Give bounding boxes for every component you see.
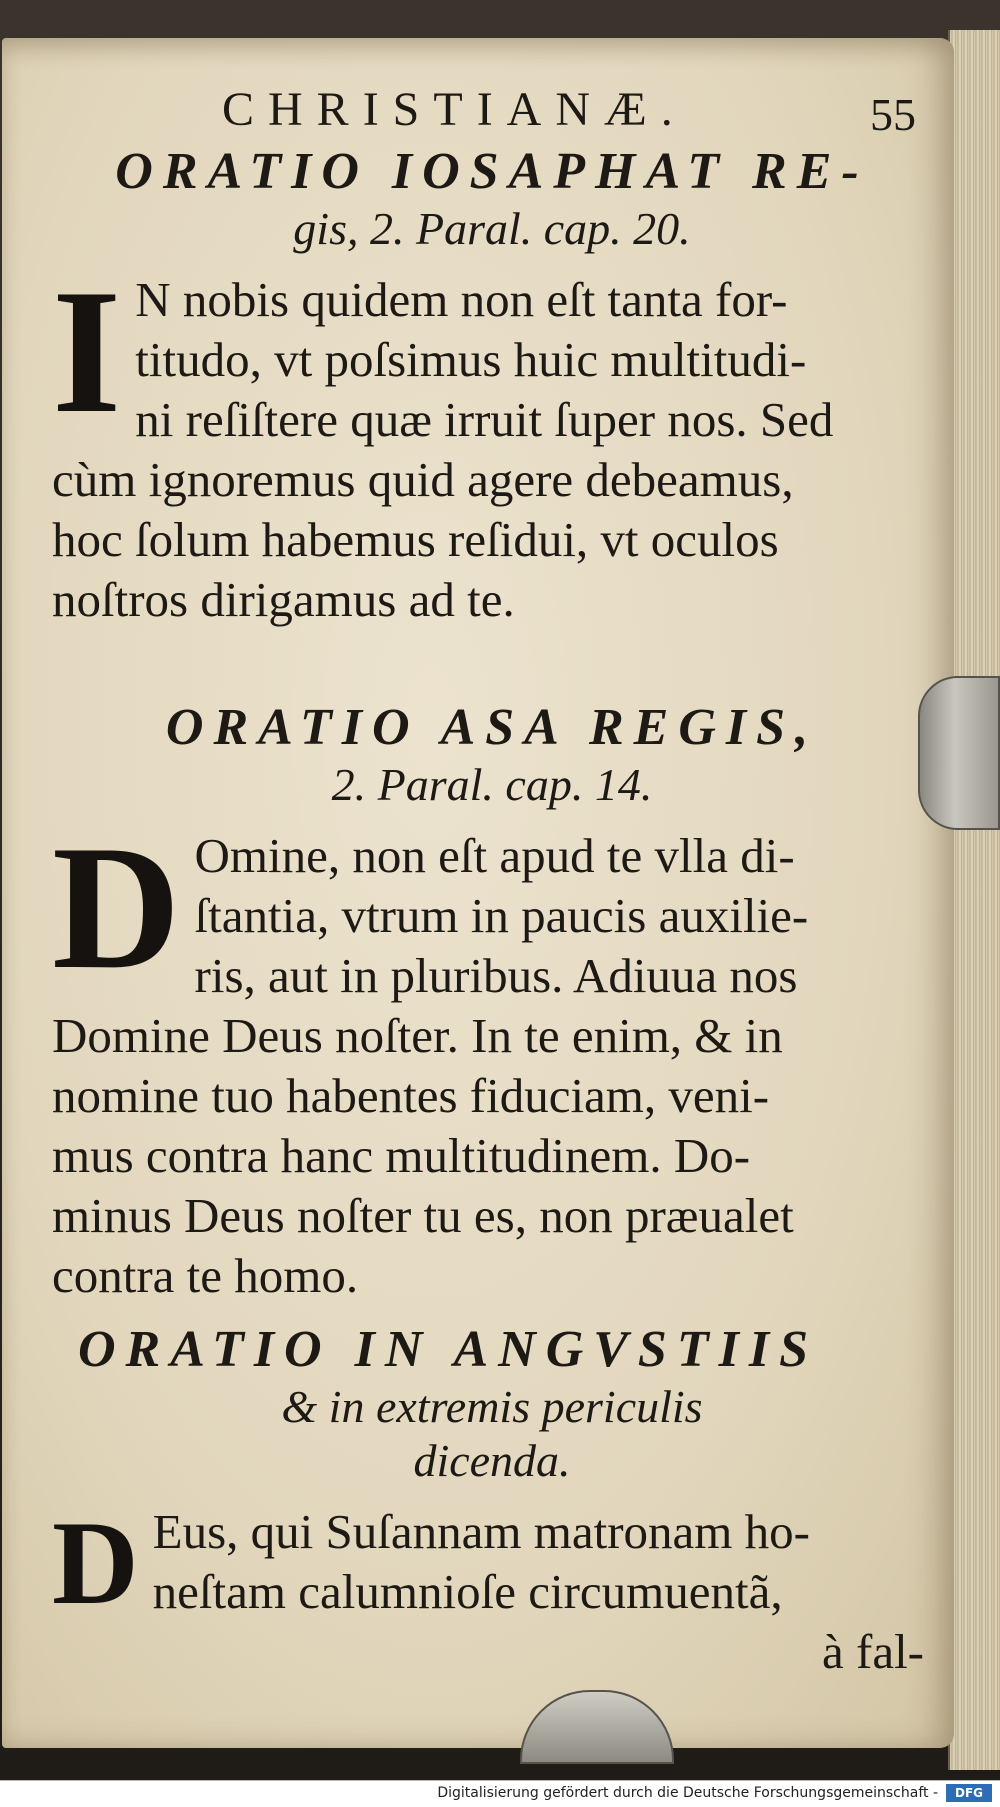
text-line: Omine, non eſt apud te vlla di-: [194, 828, 795, 883]
running-head: [52, 82, 932, 142]
prayer-paragraph: [52, 1496, 932, 1629]
text-line: contra te homo.: [52, 1248, 359, 1303]
drop-cap: I: [52, 252, 122, 450]
drop-cap: D: [52, 808, 181, 1006]
text-line: mus contra hanc multitudinem. Do-: [52, 1128, 751, 1183]
section-subheading: 2. Paral. cap. 14.: [331, 759, 653, 810]
text-line: N nobis quidem non eſt tanta for-: [135, 272, 788, 327]
section-subheading: gis, 2. Paral. cap. 20.: [293, 203, 691, 254]
digitization-footer: [0, 1780, 1000, 1807]
dfg-logo-icon[interactable]: DFG: [946, 1784, 992, 1802]
catchword: à fal-: [822, 1624, 924, 1679]
text-line: titudo, vt poſsimus huic multitudi-: [135, 332, 807, 387]
text-line: ris, aut in pluribus. Adiuua nos: [194, 948, 798, 1003]
text-line: nomine tuo habentes fiduciam, veni-: [52, 1068, 770, 1123]
text-line: Eus, qui Suſannam matronam ho-: [152, 1504, 810, 1559]
text-line: neſtam calumnioſe circumuentã,: [152, 1564, 783, 1619]
section-subheading: dicenda.: [413, 1435, 571, 1486]
section-heading: ORATIO ASA REGIS,: [165, 699, 819, 756]
page-number: 55: [870, 89, 916, 140]
section-heading: ORATIO IN ANGVSTIIS: [78, 1321, 819, 1378]
running-title: CHRISTIANÆ.: [222, 83, 687, 136]
drop-cap: D: [52, 1496, 139, 1629]
text-line: minus Deus noſter tu es, non præualet: [52, 1188, 794, 1243]
section-subheading: & in extremis periculis: [281, 1381, 703, 1432]
text-line: ſtantia, vtrum in paucis auxilie-: [194, 888, 809, 943]
section-heading: ORATIO IOSAPHAT RE-: [115, 143, 869, 200]
prayer-paragraph: [52, 808, 932, 1306]
text-line: noſtros dirigamus ad te.: [52, 572, 515, 627]
page-stack-edge: [948, 30, 1000, 1770]
text-line: hoc ſolum habemus reſidui, vt oculos: [52, 512, 779, 567]
page-text: [52, 82, 932, 1682]
text-line: ni reſiſtere quæ irruit ſuper nos. Sed: [135, 392, 834, 447]
prayer-paragraph: [52, 252, 932, 630]
text-line: Domine Deus noſter. In te enim, & in: [52, 1008, 783, 1063]
text-line: cùm ignoremus quid agere debeamus,: [52, 452, 794, 507]
footer-credit: Digitalisierung gefördert durch die Deutsche Forschungsgemeinschaft -: [437, 1785, 938, 1801]
